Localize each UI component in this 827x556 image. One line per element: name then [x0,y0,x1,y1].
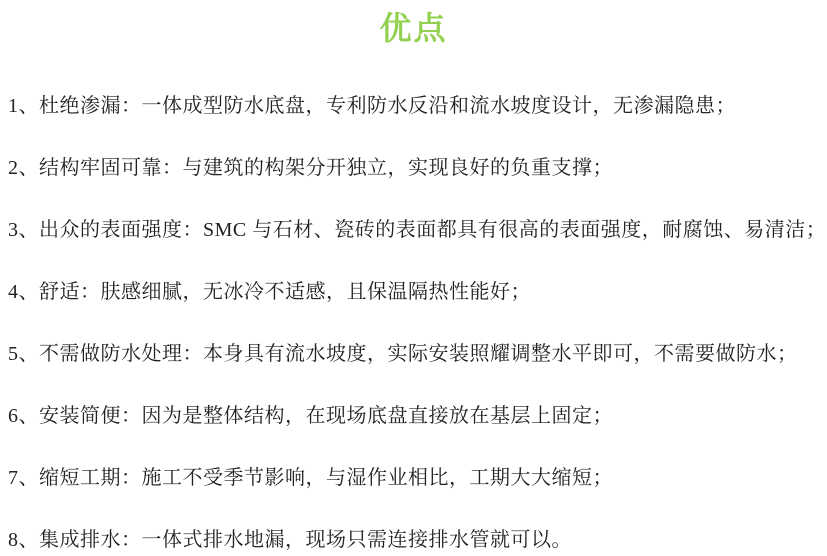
advantage-item-5: 5、不需做防水处理：本身具有流水坡度，实际安装照耀调整水平即可，不需要做防水； [8,343,798,365]
advantage-item-7: 7、缩短工期：施工不受季节影响，与湿作业相比，工期大大缩短； [8,467,613,489]
advantage-item-2: 2、结构牢固可靠：与建筑的构架分开独立，实现良好的负重支撑； [8,157,613,179]
advantage-item-3: 3、出众的表面强度：SMC 与石材、瓷砖的表面都具有很高的表面强度，耐腐蚀、易清洁； [8,219,827,241]
page-title: 优点 [379,10,448,46]
advantage-item-8: 8、集成排水：一体式排水地漏，现场只需连接排水管就可以。 [8,529,572,551]
advantage-item-4: 4、舒适：肤感细腻，无冰冷不适感，且保温隔热性能好； [8,281,531,303]
advantages-list [0,93,827,553]
advantage-item-1: 1、杜绝渗漏：一体成型防水底盘，专利防水反沿和流水坡度设计，无渗漏隐患； [8,95,736,117]
advantage-item-6: 6、安装简便：因为是整体结构，在现场底盘直接放在基层上固定； [8,405,613,427]
